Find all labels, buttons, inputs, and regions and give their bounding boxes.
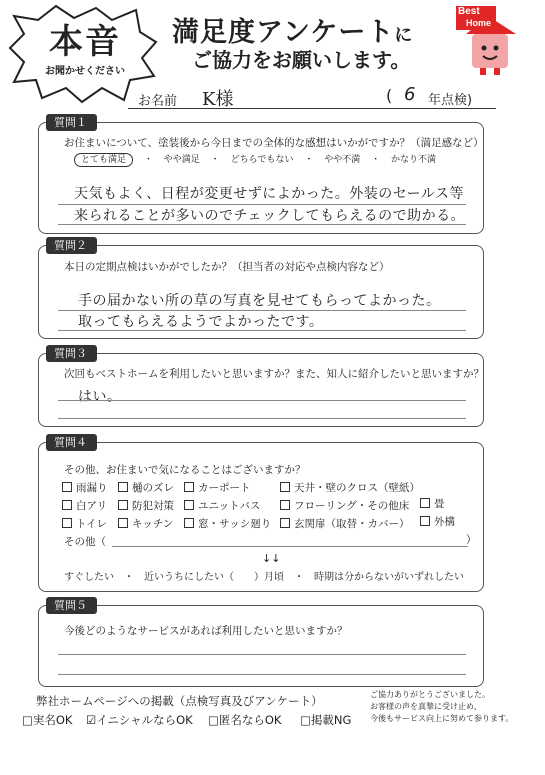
question-1-answer-line-1: 天気もよく、日程が変更せずによかった。外装のセールス等 xyxy=(74,186,464,202)
publish-option-real-name[interactable]: □実名OK xyxy=(22,713,73,727)
checkbox-tatami[interactable]: 畳 xyxy=(420,496,445,511)
publish-option-initials[interactable]: ☑イニシャルならOK xyxy=(86,713,193,727)
answer-rule xyxy=(58,418,466,419)
checkbox-wallpaper[interactable]: 天井・壁のクロス（壁紙） xyxy=(280,480,420,495)
question-2-answer-line-1: 手の届かない所の草の写真を見せてもらってよかった。 xyxy=(78,293,441,309)
publish-consent-label: 弊社ホームページへの掲載（点検写真及びアンケート） xyxy=(36,694,323,708)
thanks-line-2: お客様の声を真摯に受け止め、 xyxy=(370,702,482,711)
checkbox-leak[interactable]: 雨漏り xyxy=(62,480,108,495)
question-4-text: その他、お住まいで気になることはございますか？ xyxy=(64,464,306,476)
logo-text-home: Home xyxy=(466,18,492,28)
question-5-tab: 質問５ xyxy=(46,597,97,614)
burst-title: 本音 xyxy=(49,22,121,62)
question-4-tab: 質問４ xyxy=(46,434,97,451)
thanks-line-1: ご協力ありがとうございました。 xyxy=(370,690,490,699)
question-1-options[interactable]: とても満足 ・ やや満足 ・ どちらでもない ・ やや不満 ・ かなり不満 xyxy=(74,152,436,165)
publish-option-no[interactable]: □掲載NG xyxy=(300,713,352,727)
burst-subtitle: お聞かせください xyxy=(45,66,125,77)
checkbox-termites[interactable]: 白アリ xyxy=(62,498,107,513)
question-1-text: お住まいについて、塗装後から今日までの全体的な感想はいかがですか？（満足感など） xyxy=(64,137,484,149)
question-1-answer-line-2: 来られることが多いのでチェックしてもらえるので助かる。 xyxy=(74,208,466,224)
answer-rule xyxy=(58,674,466,675)
thanks-line-3: 今後もサービス向上に努めて参ります。 xyxy=(370,714,514,723)
selection-arrows: ↓↓ xyxy=(262,552,281,565)
checkbox-gutter[interactable]: 樋のズレ xyxy=(118,480,174,495)
name-label: お名前 xyxy=(138,94,178,109)
option-somewhat-satisfied[interactable]: やや満足 xyxy=(163,155,200,165)
publish-option-anonymous[interactable]: □匿名ならOK xyxy=(208,713,282,727)
question-2-tab: 質問２ xyxy=(46,237,97,254)
survey-subtitle: ご協力をお願いします。 xyxy=(192,48,411,72)
renovation-timing-options[interactable]: すぐしたい ・ 近いうちにしたい（ ）月頃 ・ 時期は分からないがいずれしたい xyxy=(64,572,464,583)
option-somewhat-dissatisfied[interactable]: やや不満 xyxy=(324,155,361,165)
question-3-answer-line-1: はい。 xyxy=(78,389,122,405)
other-label: その他（ xyxy=(64,536,106,548)
answer-rule xyxy=(58,654,466,655)
logo-text-best: Best xyxy=(458,6,480,17)
checkbox-unit-bath[interactable]: ユニットバス xyxy=(184,498,260,513)
other-input-line[interactable] xyxy=(112,546,468,547)
option-very-satisfied[interactable]: とても満足 xyxy=(74,153,133,167)
checkbox-toilet[interactable]: トイレ xyxy=(62,516,107,531)
other-close-paren: ） xyxy=(466,534,477,546)
checkbox-window-sash[interactable]: 窓・サッシ廻り xyxy=(184,516,271,531)
question-2-text: 本日の定期点検はいかがでしたか？（担当者の対応や点検内容など） xyxy=(64,261,390,273)
checkbox-security[interactable]: 防犯対策 xyxy=(118,498,174,513)
inspection-year-label: 年点検) xyxy=(428,93,473,108)
name-value[interactable]: K様 xyxy=(202,89,234,110)
question-3-text: 次回もベストホームを利用したいと思いますか？また、知人に紹介したいと思いますか？ xyxy=(64,368,484,380)
question-3-tab: 質問３ xyxy=(46,345,97,362)
inspection-year-value[interactable]: 6 xyxy=(404,84,416,105)
option-very-dissatisfied[interactable]: かなり不満 xyxy=(391,155,437,165)
answer-rule xyxy=(58,224,466,225)
year-paren: ( xyxy=(386,86,393,105)
question-2-answer-line-2: 取ってもらえるようでよかったです。 xyxy=(78,314,324,330)
answer-rule xyxy=(58,330,466,331)
survey-title: 満足度アンケートに xyxy=(172,17,414,48)
checkbox-flooring[interactable]: フローリング・その他床 xyxy=(280,498,409,513)
option-neutral[interactable]: どちらでもない xyxy=(230,155,294,165)
answer-rule xyxy=(58,400,466,401)
question-1-tab: 質問１ xyxy=(46,114,97,131)
checkbox-entrance-door[interactable]: 玄関扉（取替・カバー） xyxy=(280,516,410,531)
name-underline xyxy=(128,108,496,109)
checkbox-exterior[interactable]: 外構 xyxy=(420,514,455,529)
checkbox-carport[interactable]: カーポート xyxy=(184,480,251,495)
question-5-text: 今後どのようなサービスがあれば利用したいと思いますか？ xyxy=(64,625,348,637)
checkbox-kitchen[interactable]: キッチン xyxy=(118,516,173,531)
